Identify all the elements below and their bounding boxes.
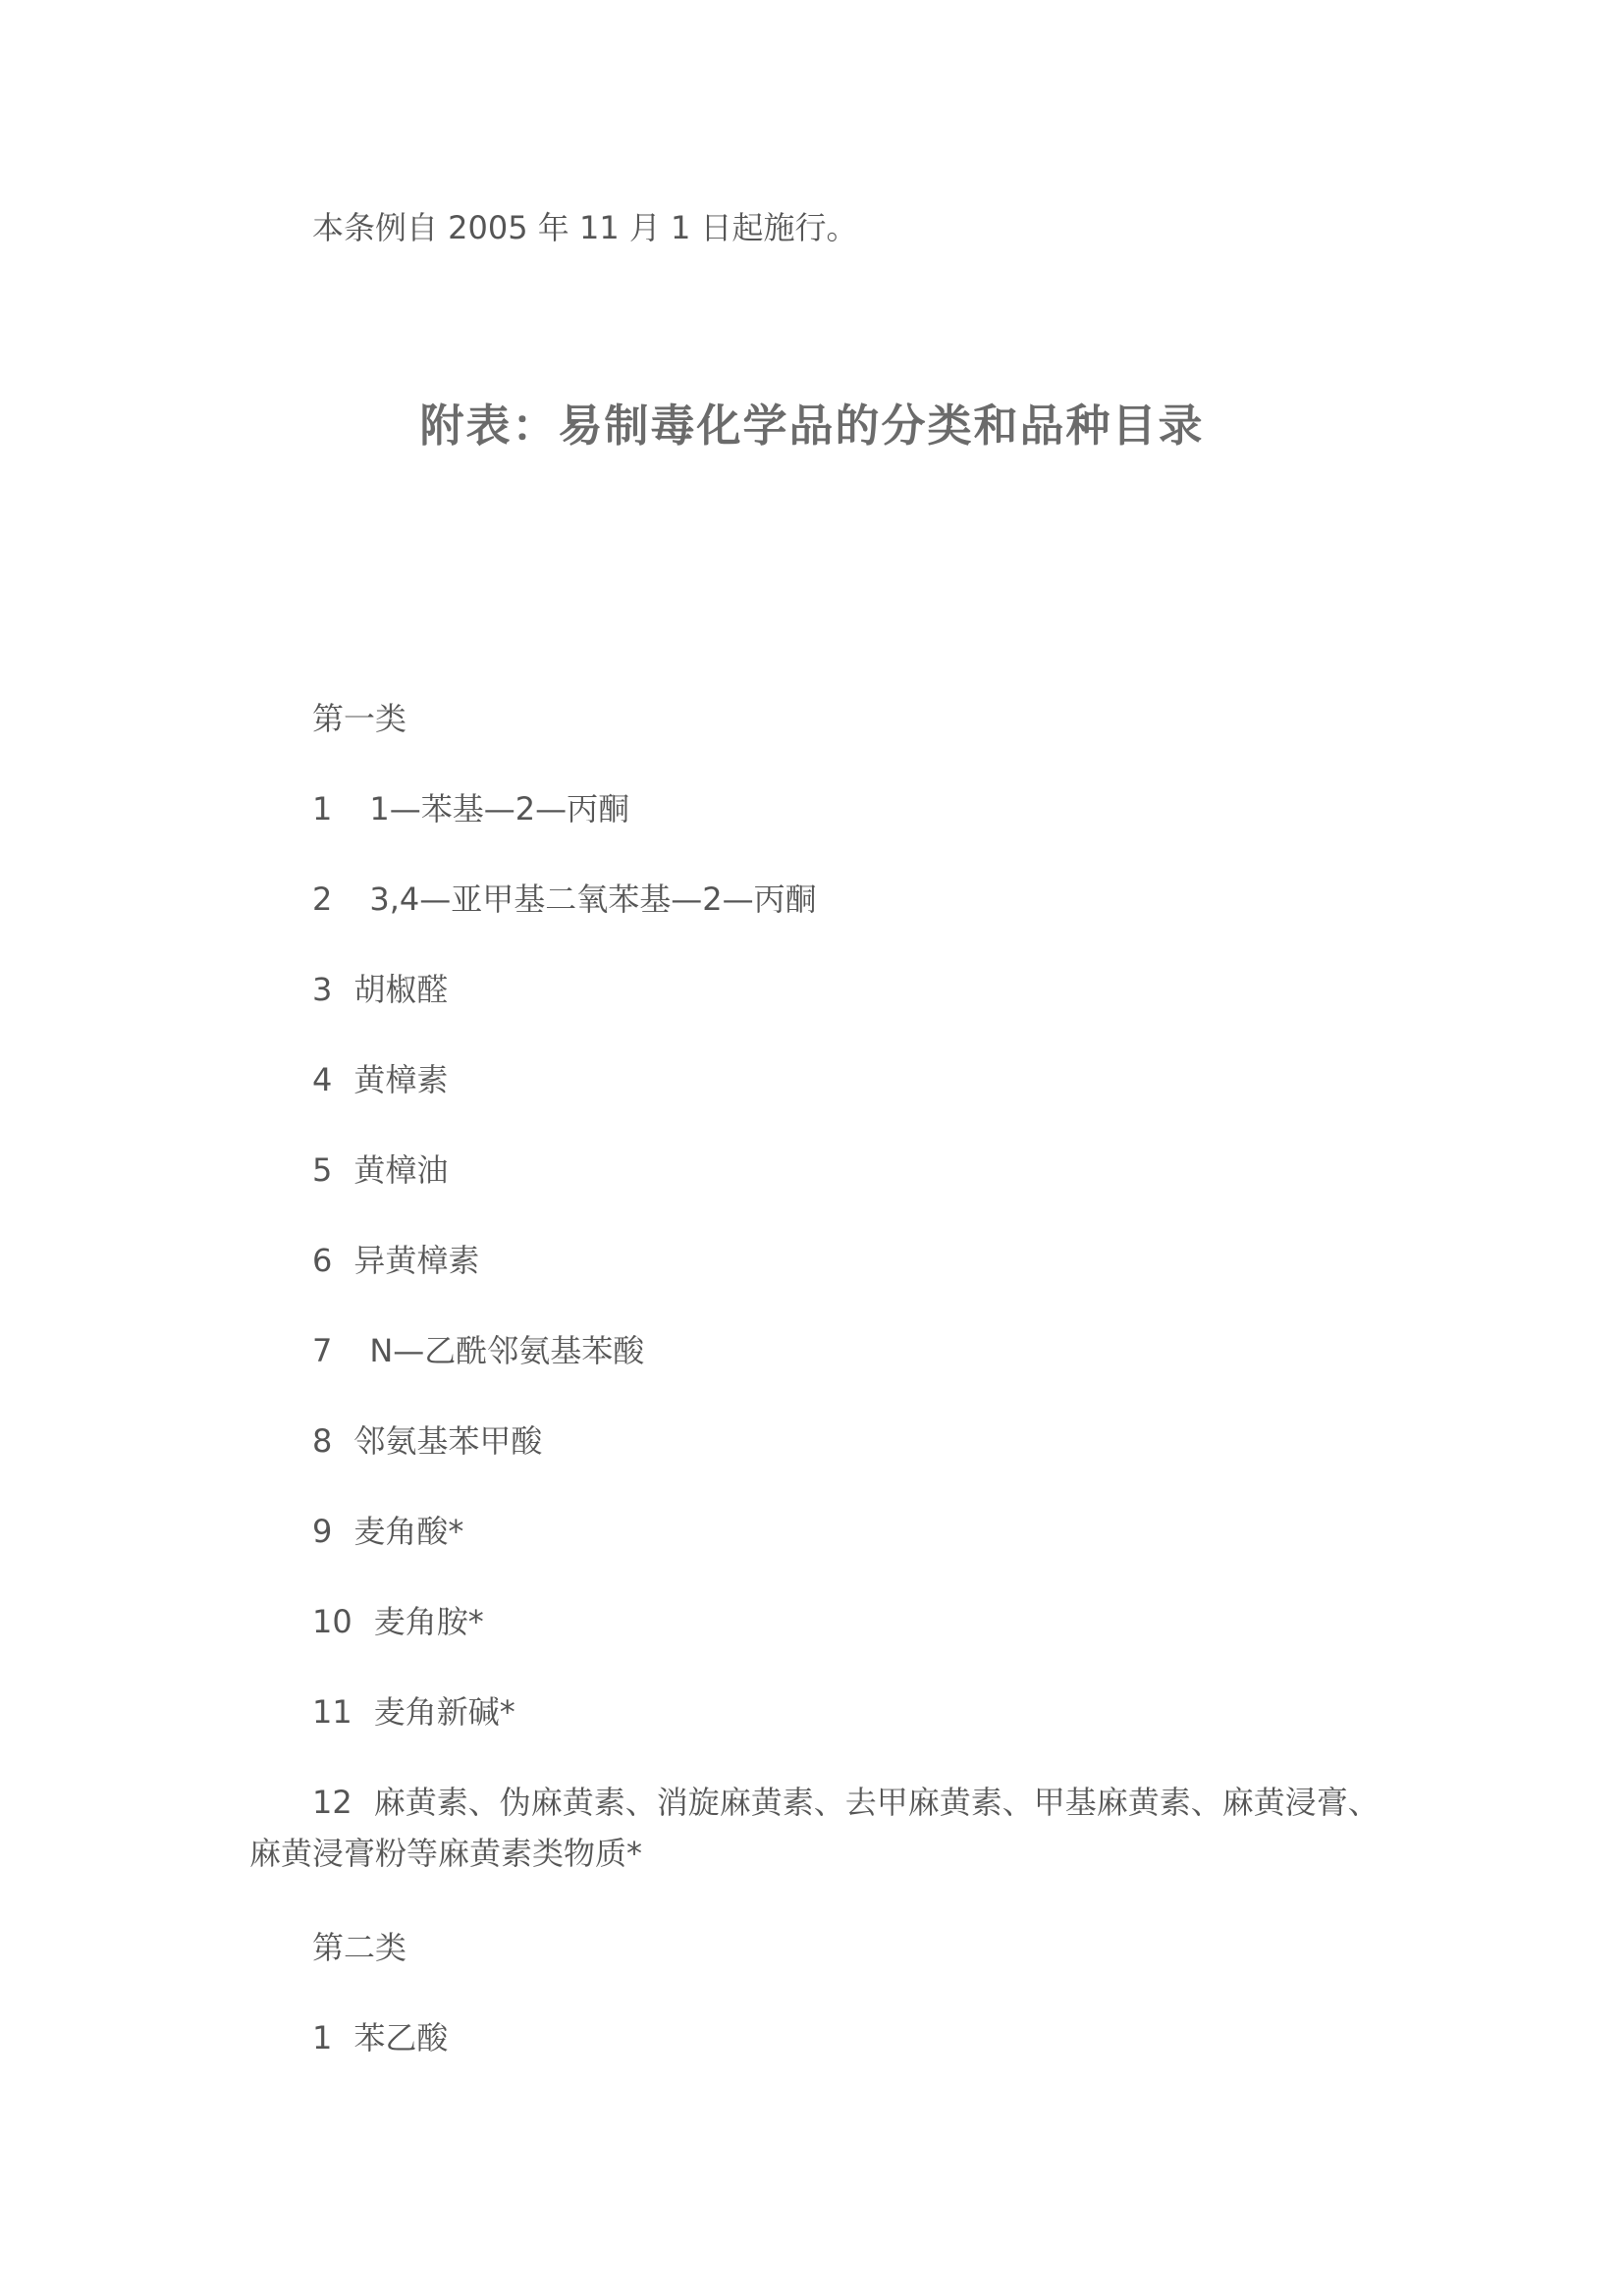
list-item [249,1777,1388,1879]
item-name: 邻氨基苯甲酸 [353,1422,543,1460]
item-number: 10 [312,1603,352,1640]
item-name: 3,4—亚甲基二氧苯基—2—丙酮 [369,881,817,918]
item-name: 黄樟素 [353,1061,449,1098]
item-number: 1 [312,2019,333,2056]
list-item [312,1512,463,1551]
item-name: 黄樟油 [353,1151,449,1189]
list-item [312,789,629,828]
list-item [312,970,448,1009]
item-number: 11 [312,1693,352,1731]
item-number: 6 [312,1242,333,1279]
list-item [312,1331,644,1370]
list-item [312,1060,448,1099]
item-name: 麦角胺* [373,1603,484,1640]
item-name: N—乙酰邻氨基苯酸 [369,1332,645,1369]
list-item [312,1602,484,1641]
item-number: 8 [312,1422,333,1460]
list-item [312,1241,479,1280]
item-number: 1 [312,790,333,828]
category2-heading: 第二类 [312,1929,407,1966]
category1-heading: 第一类 [312,700,407,737]
page-title: 附表：易制毒化学品的分类和品种目录 [419,400,1205,452]
item-number: 5 [312,1151,333,1189]
item-number: 9 [312,1513,333,1550]
item-number: 12 [312,1784,352,1821]
item-number: 2 [312,881,333,918]
item-name: 麦角新碱* [373,1693,515,1731]
item-number: 3 [312,971,333,1008]
item-name: 麻黄素、伪麻黄素、消旋麻黄素、去甲麻黄素、甲基麻黄素、麻黄浸膏、麻黄浸膏粉等麻黄素类物质* [249,1784,1380,1872]
list-item [312,1150,448,1190]
list-item [312,1692,515,1732]
item-name: 麦角酸* [353,1513,464,1550]
item-name: 1—苯基—2—丙酮 [369,790,630,828]
item-number: 7 [312,1332,333,1369]
item-name: 胡椒醛 [353,971,449,1008]
item-name: 异黄樟素 [353,1242,480,1279]
list-item [312,2018,448,2057]
effective-date-line: 本条例自 2005 年 11 月 1 日起施行。 [312,209,858,246]
list-item [312,1421,542,1461]
item-name: 苯乙酸 [353,2019,449,2056]
item-number: 4 [312,1061,333,1098]
list-item [312,880,817,919]
